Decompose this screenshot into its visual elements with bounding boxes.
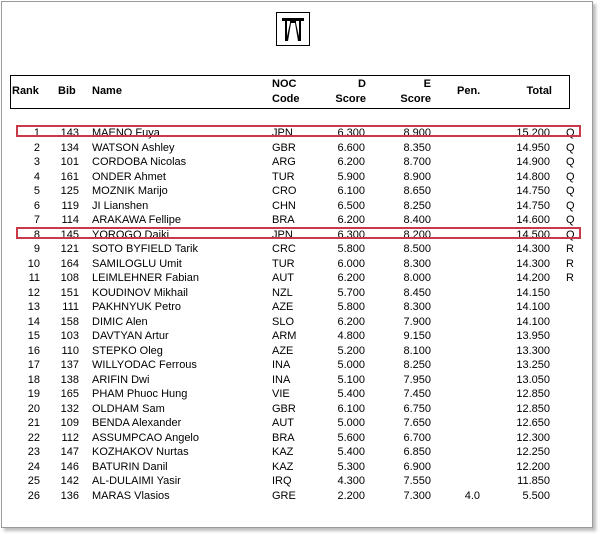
- cell-d: 6.200: [337, 156, 365, 168]
- cell-bib: 119: [61, 199, 79, 212]
- cell-d: 6.600: [337, 141, 365, 154]
- cell-e: 6.900: [403, 460, 431, 473]
- cell-d: 5.400: [337, 388, 365, 400]
- cell-name: DAVTYAN Artur: [92, 330, 169, 342]
- cell-d: 6.200: [337, 315, 365, 328]
- cell-rank: 10: [27, 257, 40, 270]
- cell-e: 8.100: [403, 344, 431, 357]
- cell-total: 12.300: [516, 431, 550, 444]
- table-row: [0, 155, 600, 170]
- cell-e: 8.200: [403, 228, 431, 241]
- cell-e: 8.400: [403, 214, 431, 226]
- cell-noc: AUT: [272, 417, 294, 429]
- cell-noc: KAZ: [272, 446, 294, 458]
- cell-bib: 103: [60, 330, 79, 342]
- cell-e: 8.900: [403, 170, 431, 183]
- table-row: [0, 242, 600, 257]
- table-row: [0, 315, 600, 330]
- cell-d: 5.300: [337, 460, 365, 473]
- table-row: [0, 329, 600, 344]
- cell-bib: 161: [60, 170, 79, 183]
- cell-bib: 125: [60, 185, 79, 197]
- results-table: [0, 126, 600, 503]
- cell-rank: 17: [27, 359, 40, 371]
- cell-name: ONDER Ahmet: [92, 170, 166, 183]
- header-left-border: [10, 75, 11, 109]
- cell-total: 5.500: [522, 489, 550, 502]
- cell-e: 7.550: [403, 475, 431, 487]
- header-bib: Bib: [58, 85, 76, 97]
- cell-noc: JPN: [272, 228, 293, 241]
- cell-rank: 21: [27, 417, 40, 429]
- cell-rank: 20: [27, 402, 40, 415]
- cell-q: Q: [566, 199, 575, 212]
- cell-d: 2.200: [337, 489, 365, 502]
- cell-rank: 6: [33, 199, 40, 212]
- cell-e: 8.900: [403, 127, 431, 139]
- cell-noc: GBR: [272, 141, 296, 154]
- cell-name: SAMILOGLU Umit: [92, 257, 182, 270]
- cell-q: R: [566, 272, 574, 284]
- header-rank: Rank: [12, 85, 39, 97]
- cell-total: 14.300: [516, 257, 550, 270]
- cell-total: 13.950: [516, 330, 550, 342]
- cell-total: 12.250: [516, 446, 550, 458]
- cell-pen: 4.0: [464, 489, 480, 502]
- cell-e: 7.900: [403, 315, 431, 328]
- cell-e: 8.250: [403, 359, 431, 371]
- cell-name: SOTO BYFIELD Tarik: [92, 243, 198, 255]
- cell-noc: GBR: [272, 402, 296, 415]
- cell-name: MAENO Fuya: [92, 127, 160, 139]
- cell-q: Q: [566, 228, 575, 241]
- cell-e: 8.300: [403, 257, 431, 270]
- cell-noc: INA: [272, 359, 291, 371]
- cell-name: PHAM Phuoc Hung: [92, 388, 188, 400]
- table-row: [0, 358, 600, 373]
- highlight-row-1: [16, 125, 581, 137]
- table-row: [0, 199, 600, 214]
- cell-total: 14.900: [516, 156, 550, 168]
- cell-d: 6.300: [337, 228, 365, 241]
- cell-noc: BRA: [272, 431, 295, 444]
- cell-total: 14.200: [516, 272, 550, 284]
- cell-bib: 114: [61, 214, 79, 226]
- cell-total: 14.100: [516, 301, 550, 313]
- cell-total: 14.750: [516, 185, 550, 197]
- cell-noc: INA: [272, 373, 291, 386]
- cell-total: 12.200: [516, 460, 550, 473]
- cell-total: 12.850: [516, 388, 550, 400]
- cell-total: 14.500: [516, 228, 550, 241]
- cell-noc: ARG: [272, 156, 296, 168]
- cell-bib: 138: [60, 373, 79, 386]
- cell-name: DIMIC Alen: [92, 315, 148, 328]
- cell-total: 12.850: [516, 402, 550, 415]
- table-row: [0, 474, 600, 489]
- cell-bib: 137: [60, 359, 79, 371]
- cell-d: 4.800: [337, 330, 365, 342]
- cell-rank: 15: [27, 330, 40, 342]
- cell-q: R: [566, 243, 574, 255]
- table-row: [0, 170, 600, 185]
- cell-bib: 111: [62, 301, 79, 313]
- cell-total: 14.750: [516, 199, 550, 212]
- cell-e: 7.300: [403, 489, 431, 502]
- table-row: [0, 431, 600, 446]
- cell-q: Q: [566, 214, 575, 226]
- cell-e: 6.750: [403, 402, 431, 415]
- cell-e: 8.500: [403, 243, 431, 255]
- cell-bib: 165: [60, 388, 79, 400]
- cell-noc: AZE: [272, 301, 294, 313]
- cell-d: 6.200: [337, 214, 365, 226]
- cell-total: 11.850: [517, 475, 550, 487]
- header-name: Name: [92, 85, 122, 97]
- cell-name: JI Lianshen: [92, 199, 149, 212]
- cell-name: MOZNIK Marijo: [92, 185, 168, 197]
- cell-total: 14.800: [516, 170, 550, 183]
- cell-noc: TUR: [272, 170, 295, 183]
- cell-rank: 4: [33, 170, 40, 183]
- cell-total: 15.200: [516, 127, 550, 139]
- cell-name: LEIMLEHNER Fabian: [92, 272, 199, 284]
- cell-d: 5.900: [337, 170, 365, 183]
- cell-bib: 110: [61, 344, 79, 357]
- cell-bib: 147: [60, 446, 79, 458]
- cell-noc: CHN: [272, 199, 296, 212]
- cell-bib: 108: [60, 272, 79, 284]
- cell-e: 8.450: [403, 286, 431, 299]
- cell-e: 8.700: [403, 156, 431, 168]
- cell-total: 14.150: [516, 286, 550, 299]
- cell-noc: GRE: [272, 489, 296, 502]
- cell-q: Q: [566, 170, 575, 183]
- cell-d: 6.200: [337, 272, 365, 284]
- table-row: [0, 257, 600, 272]
- table-row: [0, 489, 600, 504]
- cell-rank: 24: [27, 460, 40, 473]
- cell-total: 13.300: [516, 344, 550, 357]
- cell-rank: 18: [27, 373, 40, 386]
- cell-e: 8.300: [403, 301, 431, 313]
- cell-bib: 101: [60, 156, 79, 168]
- cell-d: 6.000: [337, 257, 365, 270]
- cell-name: PAKHNYUK Petro: [92, 301, 182, 313]
- header-e-line1: E: [423, 78, 431, 90]
- table-row: [0, 460, 600, 475]
- cell-noc: VIE: [272, 388, 290, 400]
- cell-rank: 16: [27, 344, 40, 357]
- cell-name: BATURIN Danil: [92, 460, 168, 473]
- cell-bib: 121: [60, 243, 79, 255]
- table-row: [0, 213, 600, 228]
- table-row: [0, 387, 600, 402]
- cell-total: 14.300: [516, 243, 550, 255]
- cell-rank: 19: [27, 388, 40, 400]
- header-noc-line2: Code: [272, 93, 300, 105]
- cell-rank: 23: [27, 446, 40, 458]
- cell-total: 12.650: [516, 417, 550, 429]
- cell-rank: 2: [33, 141, 40, 154]
- cell-rank: 7: [33, 214, 40, 226]
- header-total: Total: [526, 85, 552, 97]
- cell-name: ARIFIN Dwi: [92, 373, 150, 386]
- cell-noc: IRQ: [272, 475, 292, 487]
- cell-d: 5.000: [337, 417, 365, 429]
- table-row: [0, 141, 600, 156]
- cell-bib: 143: [60, 127, 79, 139]
- table-row: [0, 184, 600, 199]
- cell-rank: 14: [27, 315, 40, 328]
- cell-name: AL-DULAIMI Yasir: [92, 475, 181, 487]
- cell-rank: 8: [33, 228, 40, 241]
- cell-name: CORDOBA Nicolas: [92, 156, 187, 168]
- cell-noc: CRO: [272, 185, 297, 197]
- cell-q: R: [566, 257, 574, 270]
- cell-d: 6.100: [337, 185, 365, 197]
- cell-total: 14.950: [516, 141, 550, 154]
- cell-d: 5.400: [337, 446, 365, 458]
- cell-e: 6.850: [403, 446, 431, 458]
- cell-e: 6.700: [403, 431, 431, 444]
- cell-bib: 145: [60, 228, 79, 241]
- cell-name: WATSON Ashley: [92, 141, 175, 154]
- table-row: [0, 300, 600, 315]
- cell-d: 6.100: [337, 402, 365, 415]
- cell-name: YOROGO Daiki: [92, 228, 170, 241]
- cell-rank: 1: [33, 127, 40, 139]
- table-row: [0, 344, 600, 359]
- cell-bib: 146: [60, 460, 79, 473]
- cell-d: 5.800: [337, 243, 365, 255]
- cell-name: WILLYODAC Ferrous: [92, 359, 197, 371]
- cell-noc: BRA: [272, 214, 295, 226]
- cell-d: 5.200: [337, 344, 365, 357]
- header-noc-line1: NOC: [272, 78, 297, 90]
- table-row: [0, 286, 600, 301]
- cell-name: OLDHAM Sam: [92, 402, 165, 415]
- cell-total: 14.100: [516, 315, 550, 328]
- cell-rank: 3: [33, 156, 40, 168]
- cell-e: 8.650: [403, 185, 431, 197]
- cell-noc: JPN: [272, 127, 293, 139]
- table-header: [10, 75, 569, 109]
- cell-total: 14.600: [516, 214, 550, 226]
- cell-bib: 136: [60, 489, 79, 502]
- header-right-border: [569, 75, 570, 109]
- cell-noc: KAZ: [272, 460, 294, 473]
- cell-noc: CRC: [272, 243, 296, 255]
- cell-bib: 142: [60, 475, 79, 487]
- cell-rank: 5: [33, 185, 40, 197]
- cell-bib: 132: [60, 402, 79, 415]
- table-row: [0, 445, 600, 460]
- cell-d: 5.600: [337, 431, 365, 444]
- cell-name: ARAKAWA Fellipe: [92, 214, 182, 226]
- cell-bib: 109: [60, 417, 79, 429]
- table-row: [0, 402, 600, 417]
- cell-bib: 112: [61, 431, 79, 444]
- cell-q: Q: [566, 127, 575, 139]
- cell-name: KOUDINOV Mikhail: [92, 286, 188, 299]
- cell-q: Q: [566, 185, 575, 197]
- cell-rank: 22: [27, 431, 40, 444]
- cell-noc: AUT: [272, 272, 294, 284]
- cell-noc: SLO: [272, 315, 295, 328]
- cell-d: 5.100: [337, 373, 365, 386]
- horizontal-bar-pictogram-icon: [276, 12, 310, 46]
- cell-e: 8.250: [403, 199, 431, 212]
- header-pen: Pen.: [457, 85, 481, 97]
- header-e-line2: Score: [400, 93, 431, 105]
- highlight-row-8: [16, 227, 581, 239]
- cell-bib: 151: [60, 286, 79, 299]
- header-d-line2: Score: [335, 93, 366, 105]
- cell-noc: ARM: [272, 330, 297, 342]
- cell-rank: 9: [33, 243, 40, 255]
- cell-total: 13.250: [516, 359, 550, 371]
- cell-d: 5.700: [337, 286, 365, 299]
- cell-noc: AZE: [272, 344, 294, 357]
- cell-bib: 158: [60, 315, 79, 328]
- cell-bib: 164: [60, 257, 79, 270]
- cell-d: 6.500: [337, 199, 365, 212]
- cell-q: Q: [566, 141, 575, 154]
- cell-e: 8.350: [403, 141, 431, 154]
- cell-bib: 134: [60, 141, 79, 154]
- cell-name: KOZHAKOV Nurtas: [92, 446, 189, 458]
- cell-d: 5.000: [337, 359, 365, 371]
- cell-noc: NZL: [272, 286, 293, 299]
- cell-e: 7.450: [403, 388, 431, 400]
- table-row: [0, 416, 600, 431]
- cell-d: 6.300: [337, 127, 365, 139]
- cell-e: 9.150: [403, 330, 431, 342]
- cell-name: BENDA Alexander: [92, 417, 182, 429]
- cell-name: STEPKO Oleg: [92, 344, 163, 357]
- cell-rank: 13: [27, 301, 40, 313]
- cell-e: 8.000: [403, 272, 431, 284]
- header-d-line1: D: [358, 78, 366, 90]
- cell-q: Q: [566, 156, 575, 168]
- cell-d: 5.800: [337, 301, 365, 313]
- cell-noc: TUR: [272, 257, 295, 270]
- cell-rank: 11: [28, 272, 40, 284]
- cell-rank: 12: [27, 286, 40, 299]
- cell-e: 7.950: [403, 373, 431, 386]
- cell-d: 4.300: [337, 475, 365, 487]
- cell-name: MARAS Vlasios: [92, 489, 170, 502]
- cell-name: ASSUMPCAO Angelo: [92, 431, 199, 444]
- cell-rank: 25: [27, 475, 40, 487]
- cell-total: 13.050: [516, 373, 550, 386]
- cell-rank: 26: [27, 489, 40, 502]
- table-row: [0, 373, 600, 388]
- table-row: [0, 271, 600, 286]
- cell-e: 7.650: [403, 417, 431, 429]
